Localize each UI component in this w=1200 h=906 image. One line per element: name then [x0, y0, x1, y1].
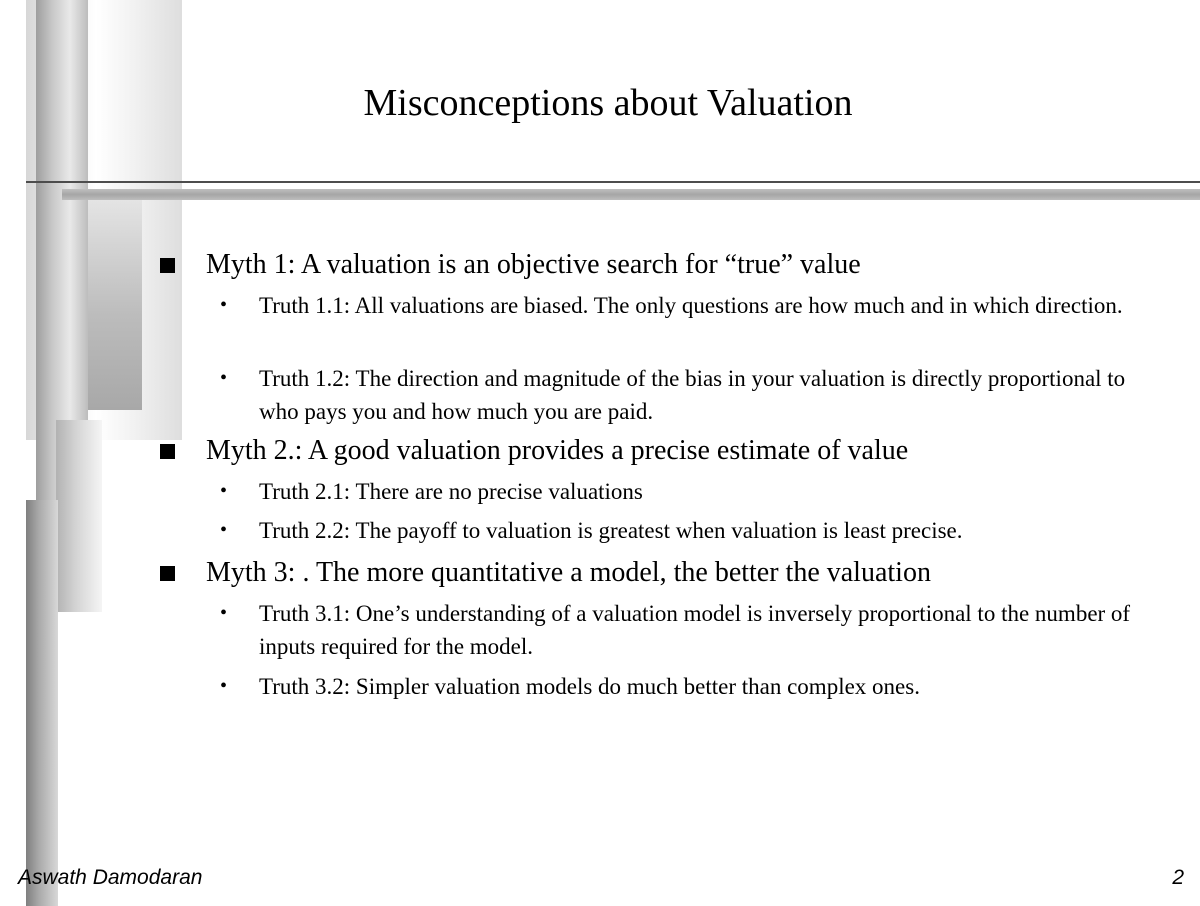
title-divider-line: [26, 181, 1200, 183]
square-bullet-icon: [160, 566, 175, 581]
dot-bullet-icon: •: [220, 294, 228, 316]
slide-title: Misconceptions about Valuation: [363, 82, 853, 124]
dot-bullet-icon: •: [220, 480, 228, 502]
myth-label: Myth 1: A valuation is an objective search for “true” value: [206, 249, 861, 280]
dot-bullet-icon: •: [220, 675, 228, 697]
truth-label: Truth 1.2: The direction and magnitude of the bias in your valuation is directly proportional to who pays you and how much you are paid.: [259, 366, 1126, 424]
square-bullet-icon: [160, 444, 175, 459]
myth-label: Myth 3: . The more quantitative a model, the better the valuation: [206, 557, 931, 588]
decorative-gradient-bar: [26, 500, 58, 906]
dot-bullet-icon: •: [220, 367, 228, 389]
footer-author: Aswath Damodaran: [18, 866, 203, 889]
square-bullet-icon: [160, 258, 175, 273]
truth-label: Truth 2.1: There are no precise valuations: [259, 479, 643, 504]
page-number: 2: [1172, 866, 1184, 889]
decorative-gradient-bar: [56, 420, 102, 612]
myth-label: Myth 2.: A good valuation provides a precise estimate of value: [206, 435, 909, 466]
title-divider-band: [62, 189, 1200, 200]
truth-label: Truth 3.2: Simpler valuation models do much better than complex ones.: [259, 674, 920, 699]
truth-label: Truth 2.2: The payoff to valuation is greatest when valuation is least precise.: [259, 518, 963, 543]
truth-label: Truth 1.1: All valuations are biased. The only questions are how much and in which direction.: [259, 293, 1123, 318]
dot-bullet-icon: •: [220, 602, 228, 624]
dot-bullet-icon: •: [220, 519, 228, 541]
truth-label: Truth 3.1: One’s understanding of a valuation model is inversely proportional to the number of inputs required for the model.: [259, 601, 1131, 659]
